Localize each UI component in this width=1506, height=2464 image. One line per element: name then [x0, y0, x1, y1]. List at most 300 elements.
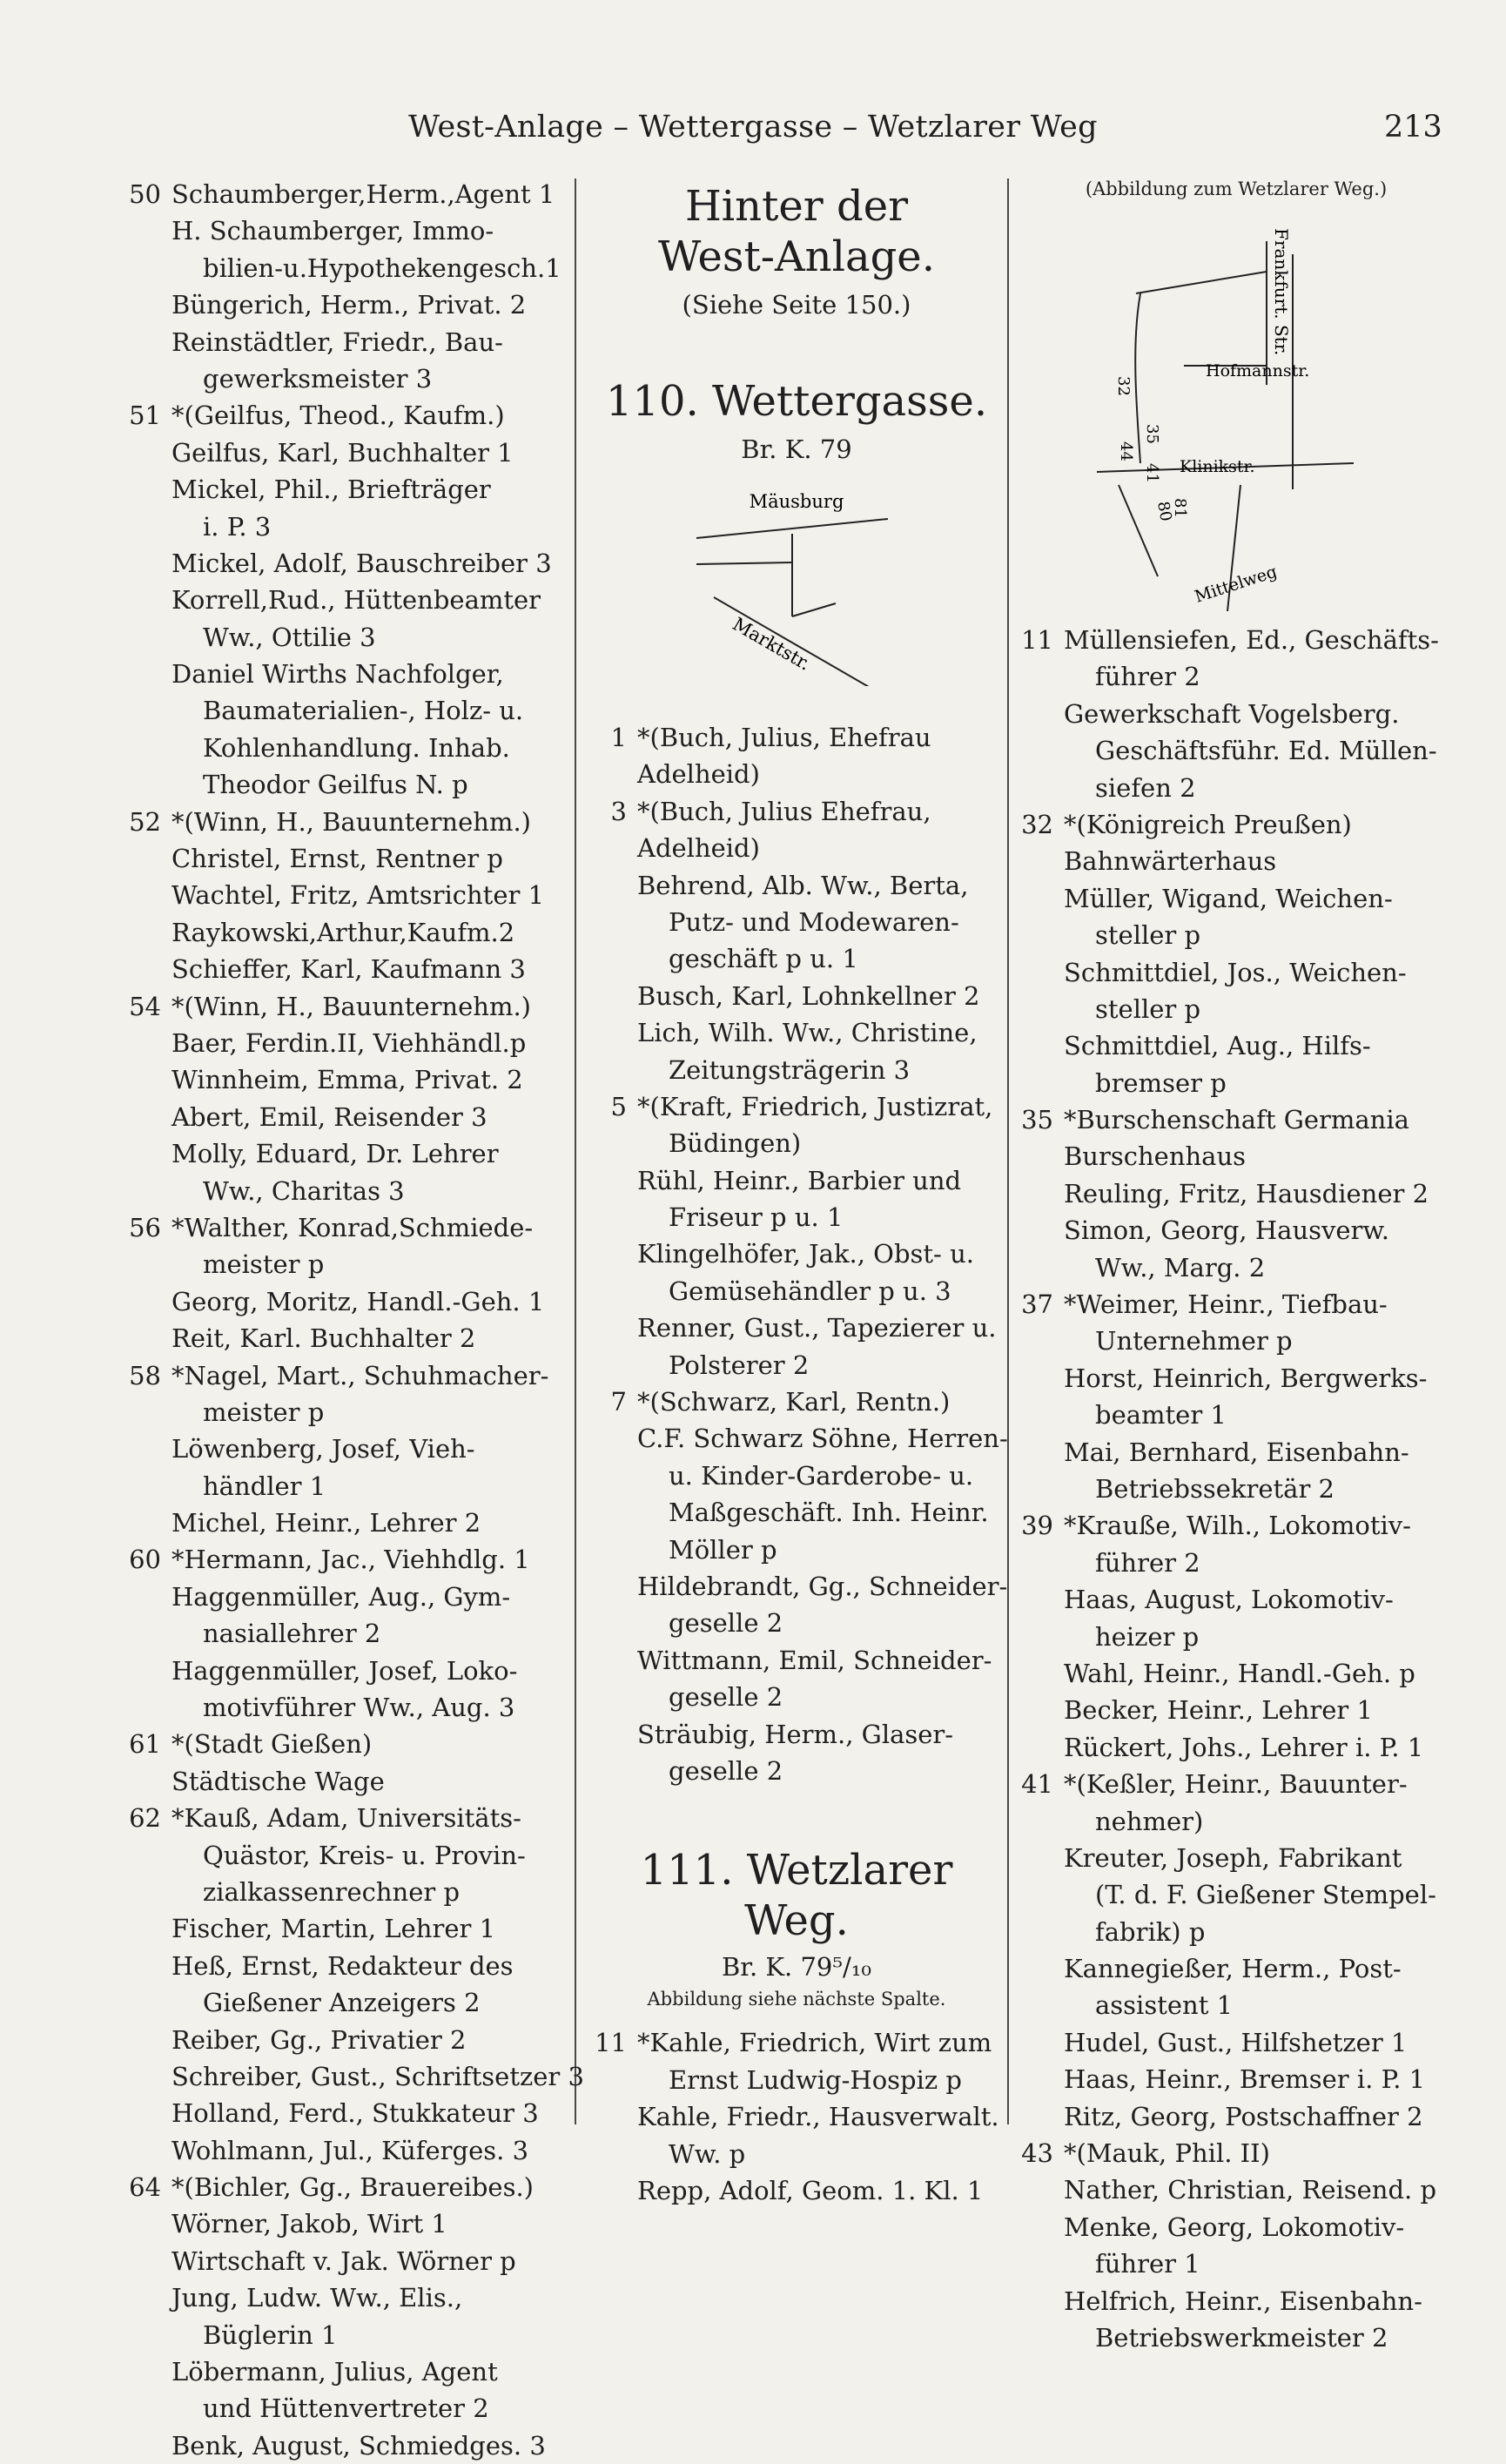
entry-text: Christel, Ernst, Rentner p [171, 844, 503, 874]
entry-text: Haggenmüller, Josef, Loko- [171, 1655, 518, 1686]
directory-entry [126, 1061, 561, 1098]
directory-entry [126, 360, 561, 397]
entry-text: Reiber, Gg., Privatier 2 [171, 2024, 467, 2055]
entry-text: Schieffer, Karl, Kaufmann 3 [171, 954, 526, 985]
entry-text: Adelheid) [637, 833, 760, 864]
entry-text: Theodor Geilfus N. p [203, 770, 468, 800]
entry-text: Benk, August, Schmiedges. 3 [171, 2430, 546, 2461]
directory-entry [592, 940, 1001, 977]
entry-text: Wahl, Heinr., Handl.-Geh. p [1064, 1658, 1415, 1688]
directory-entry [126, 212, 561, 249]
directory-entry [1019, 1987, 1454, 2023]
directory-entry [592, 1273, 1001, 1309]
house-number: 43 [1021, 2138, 1053, 2169]
entry-text: Bahnwärterhaus [1064, 846, 1277, 877]
entry-text: Fischer, Martin, Lehrer 1 [171, 1914, 496, 1944]
entry-text: Busch, Karl, Lohnkellner 2 [637, 980, 980, 1011]
directory-entry-house-11 [592, 2024, 1001, 2061]
entry-text: geselle 2 [669, 1608, 783, 1639]
entry-text: beamter 1 [1095, 1400, 1227, 1431]
directory-entry [1019, 1545, 1454, 1581]
directory-entry [1019, 1840, 1454, 1876]
house-number: 3 [610, 796, 627, 826]
directory-entry [1019, 1323, 1454, 1359]
house-number: 64 [129, 2172, 161, 2203]
directory-entry [592, 830, 1001, 866]
directory-entry [592, 904, 1001, 940]
directory-entry [126, 1689, 561, 1726]
directory-entry [1019, 1471, 1454, 1507]
directory-entry [592, 756, 1001, 792]
directory-entry [126, 286, 561, 323]
directory-entry [126, 1468, 561, 1505]
directory-entry [126, 2390, 561, 2427]
entry-text: Geilfus, Karl, Buchhalter 1 [171, 437, 514, 468]
directory-entry [126, 951, 561, 987]
directory-entry [126, 1763, 561, 1800]
directory-entry [126, 324, 561, 360]
house-number: 50 [129, 179, 161, 209]
directory-entry [1019, 1803, 1454, 1840]
directory-entry-house-37 [1019, 1286, 1454, 1323]
directory-entry [126, 656, 561, 692]
directory-entry [126, 2279, 561, 2316]
entry-text: Unternehmer p [1095, 1326, 1293, 1357]
entry-text: nasiallehrer 2 [203, 1619, 381, 1649]
entry-text: Müllensiefen, Ed., Geschäfts- [1064, 625, 1439, 655]
column-2 [592, 176, 1008, 2209]
entry-text: Burschenhaus [1064, 1141, 1247, 1172]
map-number-80: 80 [1153, 500, 1175, 523]
wetzlarer-weg-entries-continued [1019, 622, 1454, 2356]
directory-entry [126, 2058, 584, 2095]
entry-text: Molly, Eduard, Dr. Lehrer [171, 1139, 499, 1169]
directory-entry [1019, 1692, 1454, 1728]
entry-text: C.F. Schwarz Söhne, Herren- [637, 1424, 1008, 1454]
entry-text: Wohlmann, Jul., Küferges. 3 [171, 2135, 529, 2165]
directory-entry [126, 1910, 561, 1947]
house-number: 61 [129, 1729, 161, 1760]
directory-entry [1019, 1434, 1454, 1471]
directory-entry [1019, 2098, 1454, 2135]
wettergasse-map-drawing [592, 468, 1001, 686]
entry-text: *(Keßler, Heinr., Bauunter- [1064, 1769, 1408, 1800]
house-number: 58 [129, 1360, 161, 1390]
entry-text: i. P. 3 [203, 511, 272, 542]
entry-text: steller p [1095, 993, 1201, 1024]
house-number: 56 [129, 1212, 161, 1242]
wetzlarer-weg-map [1019, 202, 1454, 611]
entry-text: siefen 2 [1095, 772, 1196, 803]
entry-text: Horst, Heinrich, Bergwerks- [1064, 1363, 1428, 1393]
entry-text: Winnheim, Emma, Privat. 2 [171, 1065, 523, 1095]
directory-entry [592, 1716, 1001, 1753]
directory-entry [1019, 843, 1454, 879]
entry-text: Büglerin 1 [203, 2319, 338, 2350]
section-title-wetzlarer-weg: 111. Wetzlarer Weg. [640, 1846, 953, 1946]
section-title-wettergasse: 110. Wettergasse. [605, 377, 988, 426]
entry-text: führer 1 [1095, 2249, 1200, 2279]
directory-entry [1019, 1027, 1454, 1064]
map-number-81: 81 [1171, 498, 1189, 518]
entry-text: Reuling, Fritz, Hausdiener 2 [1064, 1178, 1429, 1208]
section-reference: (Siehe Seite 150.) [682, 290, 911, 320]
directory-entry [1019, 2061, 1454, 2097]
directory-entry [1019, 1914, 1454, 1950]
entry-text: u. Kinder-Garderobe- u. [669, 1460, 974, 1491]
directory-entry [126, 730, 561, 766]
directory-entry [1019, 658, 1454, 695]
directory-entry [1019, 954, 1454, 991]
house-number: 37 [1021, 1289, 1053, 1320]
entry-text: Schaumberger,Herm.,Agent 1 [171, 179, 555, 209]
map-label-frankfurt: Frankfurt. Str. [1271, 228, 1292, 356]
entry-text: gewerksmeister 3 [203, 363, 433, 394]
entry-text: Gewerkschaft Vogelsberg. [1064, 698, 1400, 729]
directory-entry [126, 877, 561, 913]
entry-text: geschäft p u. 1 [669, 944, 858, 974]
entry-text: Ritz, Georg, Postschaffner 2 [1064, 2101, 1423, 2131]
section-subtitle-wettergasse: Br. K. 79 [741, 434, 852, 464]
map-number-44: 44 [1117, 441, 1135, 461]
entry-text: Wörner, Jakob, Wirt 1 [171, 2209, 447, 2239]
directory-entry-house-61 [126, 1726, 561, 1762]
directory-entry [592, 1162, 1001, 1199]
entry-text: *(Kraft, Friedrich, Justizrat, [637, 1091, 993, 1121]
page-header-title: West-Anlage – Wettergasse – Wetzlarer Weg [408, 110, 1098, 145]
directory-entry [592, 1309, 1001, 1346]
entry-text: Gemüsehändler p u. 3 [669, 1276, 951, 1306]
entry-text: fabrik) p [1095, 1916, 1206, 1947]
entry-text: Helfrich, Heinr., Eisenbahn- [1064, 2286, 1422, 2316]
house-number: 51 [129, 401, 161, 431]
entry-text: Zeitungsträgerin 3 [669, 1054, 911, 1085]
directory-entry [1019, 1360, 1454, 1397]
entry-text: Daniel Wirths Nachfolger, [171, 659, 504, 690]
entry-text: Korrell,Rud., Hüttenbeamter [171, 585, 541, 616]
entry-text: Lich, Wilh. Ww., Christine, [637, 1018, 978, 1048]
entry-text: Gießener Anzeigers 2 [203, 1988, 481, 2018]
entry-text: Schmittdiel, Jos., Weichen- [1064, 957, 1407, 987]
entry-text: *Hermann, Jac., Viehhdlg. 1 [171, 1545, 530, 1575]
directory-entry [126, 2205, 561, 2242]
entry-text: Friseur p u. 1 [669, 1202, 844, 1233]
directory-entry [126, 2095, 561, 2131]
wetzlarer-weg-entries [592, 2024, 1001, 2209]
entry-text: Rückert, Johs., Lehrer i. P. 1 [1064, 1732, 1424, 1762]
directory-entry [1019, 917, 1454, 953]
directory-entry [1019, 880, 1454, 917]
entry-text: H. Schaumberger, Immo- [171, 216, 494, 246]
section-title-hinter-der: Hinter der [684, 182, 909, 231]
entry-text: Wittmann, Emil, Schneider- [637, 1645, 992, 1675]
directory-entry [126, 1948, 561, 1984]
directory-entry-house-3 [592, 793, 1001, 830]
directory-entry [592, 1420, 1008, 1457]
house-number: 39 [1021, 1511, 1053, 1541]
directory-entry [1019, 2024, 1454, 2061]
directory-entry [126, 1615, 561, 1652]
directory-entry [1019, 1619, 1454, 1655]
entry-text: *(Königreich Preußen) [1064, 809, 1352, 839]
entry-text: geselle 2 [669, 1682, 783, 1713]
directory-entry [126, 1394, 561, 1431]
entry-text: Ww., Ottilie 3 [203, 622, 376, 652]
directory-entry [1019, 1729, 1454, 1766]
entry-text: *(Geilfus, Theod., Kaufm.) [171, 401, 505, 431]
entry-text: Betriebswerkmeister 2 [1095, 2322, 1388, 2353]
directory-entry [592, 2098, 1001, 2135]
directory-entry [126, 1246, 561, 1282]
house-number: 60 [129, 1545, 161, 1575]
entry-text: Repp, Adolf, Geom. 1. Kl. 1 [637, 2175, 984, 2205]
entry-text: Möller p [669, 1534, 777, 1565]
directory-entry [592, 1532, 1001, 1568]
directory-entry [1019, 1950, 1454, 1987]
entry-text: Mai, Bernhard, Eisenbahn- [1064, 1437, 1409, 1467]
map-street-mittelweg-left [1119, 485, 1158, 576]
house-number: 5 [610, 1091, 627, 1121]
entry-text: Reit, Karl. Buchhalter 2 [171, 1323, 476, 1354]
directory-entry [592, 1494, 1001, 1531]
entry-text: Behrend, Alb. Ww., Berta, [637, 870, 969, 900]
entry-text: Wirtschaft v. Jak. Wörner p [171, 2245, 516, 2276]
entry-text: Schreiber, Gust., Schriftsetzer 3 [171, 2061, 584, 2091]
directory-entry [1019, 1249, 1454, 1286]
entry-text: Ww., Charitas 3 [203, 1175, 405, 1206]
entry-text: Baumaterialien-, Holz- u. [203, 696, 524, 726]
directory-entry [126, 1505, 561, 1541]
entry-text: meister p [203, 1249, 325, 1280]
directory-entry [592, 1642, 1001, 1679]
directory-entry-house-41 [1019, 1766, 1454, 1802]
house-number: 7 [610, 1387, 627, 1417]
directory-entry [592, 2136, 1001, 2172]
entry-text: Haas, August, Lokomotiv- [1064, 1585, 1394, 1615]
entry-text: *Burschenschaft Germania [1064, 1105, 1409, 1135]
entry-text: Löwenberg, Josef, Vieh- [171, 1434, 475, 1464]
entry-text: nehmer) [1095, 1806, 1204, 1836]
entry-text: Löbermann, Julius, Agent [171, 2357, 498, 2387]
directory-entry [126, 914, 561, 951]
entry-text: Sträubig, Herm., Glaser- [637, 1719, 954, 1749]
directory-entry-house-7 [592, 1383, 1001, 1420]
column-1 [126, 176, 584, 2464]
map-label-mittelweg: Mittelweg [1192, 562, 1280, 607]
entry-text: Maßgeschäft. Inh. Heinr. [669, 1498, 989, 1528]
page-number: 213 [1384, 110, 1442, 145]
entry-text: *Walther, Konrad,Schmiede- [171, 1212, 534, 1242]
entry-text: Büdingen) [669, 1128, 802, 1159]
column-divider-left [575, 178, 576, 2124]
entry-text: Ww., Marg. 2 [1095, 1252, 1266, 1282]
directory-entry [126, 2353, 561, 2390]
map-caption: (Abbildung zum Wetzlarer Weg.) [1085, 178, 1388, 199]
entry-text: *(Bichler, Gg., Brauereibes.) [171, 2172, 534, 2203]
section-subtitle-wetzlarer-weg: Br. K. 79⁵/₁₀ [721, 1952, 872, 1983]
entry-text: Georg, Moritz, Handl.-Geh. 1 [171, 1286, 545, 1316]
entry-text: Simon, Georg, Hausverw. [1064, 1215, 1390, 1246]
directory-entry-house-64 [126, 2169, 561, 2205]
directory-entry-house-52 [126, 804, 561, 840]
directory-entry [1019, 1876, 1454, 1913]
entry-text: Holland, Ferd., Stukkateur 3 [171, 2098, 539, 2129]
directory-entry [592, 2172, 1001, 2209]
entry-text: Kahle, Friedr., Hausverwalt. [637, 2102, 999, 2132]
directory-entry [126, 2243, 561, 2279]
directory-entry [126, 1283, 561, 1320]
directory-entry [1019, 1175, 1454, 1212]
directory-entry [592, 867, 1001, 904]
entry-text: *Kauß, Adam, Universitäts- [171, 1803, 521, 1834]
directory-entry-house-32 [1019, 806, 1454, 843]
map-street-wetzlarer-weg [1135, 293, 1140, 463]
directory-entry [126, 1135, 561, 1172]
directory-entry [592, 1014, 1001, 1051]
directory-entry [126, 1099, 561, 1135]
directory-entry [592, 1568, 1008, 1605]
directory-entry [1019, 1065, 1454, 1101]
directory-entry [126, 840, 561, 877]
entry-text: Geschäftsführ. Ed. Müllen- [1095, 736, 1437, 766]
entry-text: Adelheid) [637, 759, 760, 790]
entry-text: Ernst Ludwig-Hospiz p [669, 2064, 962, 2095]
directory-entry [126, 2132, 561, 2169]
entry-text: Becker, Heinr., Lehrer 1 [1064, 1695, 1373, 1726]
directory-entry [592, 1605, 1001, 1641]
directory-entry [126, 2427, 561, 2464]
directory-entry [592, 1753, 1001, 1789]
entry-text: Haas, Heinr., Bremser i. P. 1 [1064, 2064, 1426, 2095]
entry-text: Abert, Emil, Reisender 3 [171, 1101, 487, 1132]
directory-entry [126, 619, 561, 656]
directory-entry [126, 250, 561, 286]
house-number: 62 [129, 1803, 161, 1834]
directory-entry [1019, 2319, 1454, 2356]
directory-entry [126, 1173, 561, 1209]
entry-text: Ww. p [669, 2138, 746, 2169]
house-number: 11 [1021, 625, 1053, 655]
house-number: 41 [1021, 1769, 1053, 1800]
entry-text: *Nagel, Mart., Schuhmacher- [171, 1360, 549, 1390]
entry-text: *Krauße, Wilh., Lokomotiv- [1064, 1511, 1411, 1541]
directory-entry [1019, 1138, 1454, 1175]
directory-entry [126, 508, 561, 545]
map-street-wettergasse [696, 562, 792, 564]
directory-entry [126, 1320, 561, 1357]
directory-entry-house-50 [126, 176, 561, 212]
directory-entry [592, 1052, 1001, 1088]
entry-text: und Hüttenvertreter 2 [203, 2393, 489, 2424]
entry-text: Mickel, Adolf, Bauschreiber 3 [171, 548, 552, 578]
entry-text: (T. d. F. Gießener Stempel- [1095, 1880, 1436, 1910]
map-street-marktstr [714, 597, 875, 686]
directory-entry [126, 1431, 561, 1467]
directory-entry [126, 1984, 561, 2021]
entry-text: Putz- und Modewaren- [669, 906, 959, 937]
entry-text: Schmittdiel, Aug., Hilfs- [1064, 1031, 1371, 1061]
directory-entry [1019, 732, 1454, 769]
directory-entry [592, 1458, 1001, 1494]
house-number: 52 [129, 806, 161, 837]
entry-text: Michel, Heinr., Lehrer 2 [171, 1508, 481, 1538]
entry-text: Müller, Wigand, Weichen- [1064, 883, 1393, 913]
directory-entry [126, 1579, 561, 1615]
directory-entry [1019, 2283, 1454, 2319]
entry-text: *(Winn, H., Bauunternehm.) [171, 806, 531, 837]
directory-entry [1019, 2171, 1454, 2208]
directory-entry-house-54 [126, 988, 561, 1025]
entry-text: zialkassenrechner p [203, 1876, 461, 1907]
entry-text: steller p [1095, 920, 1201, 951]
directory-entry [126, 1025, 561, 1061]
entry-text: Jung, Ludw. Ww., Elis., [171, 2283, 463, 2313]
wetzlarer-weg-map-drawing [1019, 202, 1454, 611]
entry-text: *(Winn, H., Bauunternehm.) [171, 991, 531, 1021]
directory-entry [126, 471, 561, 508]
entry-text: assistent 1 [1095, 1990, 1234, 2021]
directory-entry-house-62 [126, 1800, 561, 1836]
directory-entry-house-11 [1019, 622, 1454, 658]
entry-text: *Kahle, Friedrich, Wirt zum [637, 2028, 992, 2058]
directory-entry [126, 1837, 561, 1874]
entry-text: bremser p [1095, 1067, 1227, 1098]
map-label-klinik: Klinikstr. [1180, 457, 1255, 476]
map-label-marktstr: Marktstr. [729, 613, 815, 675]
wettergasse-map [592, 468, 1001, 686]
entry-text: *(Stadt Gießen) [171, 1729, 373, 1760]
entry-text: Kohlenhandlung. Inhab. [203, 732, 510, 763]
directory-entry-house-5 [592, 1088, 1001, 1125]
directory-entry [126, 545, 561, 582]
entry-text: Mickel, Phil., Briefträger [171, 475, 491, 505]
directory-entry [1019, 1581, 1454, 1618]
directory-entry-house-35 [1019, 1101, 1454, 1138]
directory-entry [1019, 1212, 1454, 1249]
directory-entry [592, 1199, 1001, 1235]
house-number: 11 [595, 2028, 627, 2058]
entry-text: führer 2 [1095, 662, 1200, 692]
house-number: 54 [129, 991, 161, 1021]
entry-text: händler 1 [203, 1471, 326, 1501]
entry-text: Baer, Ferdin.II, Viehhändl.p [171, 1027, 527, 1058]
directory-entry [1019, 696, 1454, 732]
entry-text: *(Buch, Julius Ehefrau, [637, 796, 931, 826]
map-label-hofmann: Hofmannstr. [1206, 361, 1310, 380]
directory-entry [592, 978, 1001, 1014]
wettergasse-entries [592, 719, 1008, 1789]
entry-text: *(Buch, Julius, Ehefrau [637, 723, 931, 752]
directory-entry [126, 582, 561, 618]
entry-text: Renner, Gust., Tapezierer u. [637, 1313, 997, 1343]
entry-text: Reinstädtler, Friedr., Bau- [171, 327, 503, 357]
entry-text: Hildebrandt, Gg., Schneider- [637, 1571, 1008, 1601]
house-number: 35 [1021, 1105, 1053, 1135]
directory-entry [126, 1874, 561, 1910]
directory-entry [592, 1679, 1001, 1715]
entry-text: Nather, Christian, Reisend. p [1064, 2175, 1437, 2205]
directory-entry [126, 2317, 561, 2353]
directory-entry [592, 1125, 1001, 1161]
directory-entry-house-56 [126, 1209, 561, 1246]
entry-text: Haggenmüller, Aug., Gym- [171, 1581, 511, 1612]
directory-entry [126, 2022, 561, 2058]
directory-entry-house-1 [592, 719, 1001, 756]
entry-text: Betriebssekretär 2 [1095, 1473, 1335, 1504]
entry-text: Kannegießer, Herm., Post- [1064, 1954, 1402, 1984]
entry-text: bilien-u.Hypothekengesch.1 [203, 252, 561, 283]
entry-text: führer 2 [1095, 1547, 1200, 1578]
